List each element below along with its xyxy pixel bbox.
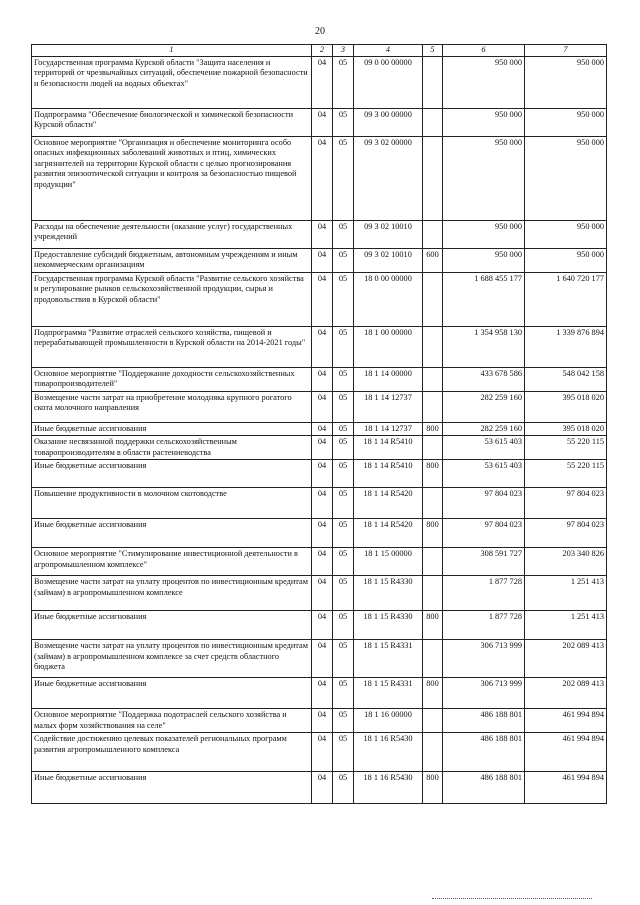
expense-type-cell [423,709,443,733]
section-cell: 04 [312,488,333,519]
header-col-6: 6 [443,45,525,57]
section-cell: 04 [312,56,333,108]
table-row [32,248,607,272]
expense-type-cell: 800 [423,772,443,804]
target-article-cell: 18 1 15 R4331 [354,640,423,678]
target-article-cell: 18 1 14 00000 [354,367,423,391]
expense-type-cell [423,436,443,460]
amount-year2-cell: 97 804 023 [525,488,607,519]
header-col-4: 4 [354,45,423,57]
page-number: 20 [315,26,325,37]
amount-year1-cell: 950 000 [443,108,525,136]
expense-type-cell [423,488,443,519]
subsection-cell: 05 [333,709,354,733]
header-col-7: 7 [525,45,607,57]
amount-year2-cell: 395 018 020 [525,391,607,422]
section-cell: 04 [312,709,333,733]
target-article-cell: 18 0 00 00000 [354,272,423,326]
subsection-cell: 05 [333,678,354,709]
row-name-cell: Иные бюджетные ассигнования [32,519,312,548]
target-article-cell: 18 1 14 12737 [354,391,423,422]
expense-type-cell: 800 [423,460,443,488]
row-name-cell: Возмещение части затрат на уплату процентов по инвестиционным кредитам (займам) в агропромышленном комплексе [32,576,312,611]
target-article-cell: 18 1 15 00000 [354,548,423,576]
table-row [32,108,607,136]
amount-year1-cell: 308 591 727 [443,548,525,576]
subsection-cell: 05 [333,367,354,391]
table-row [32,733,607,772]
table-row [32,56,607,108]
subsection-cell: 05 [333,136,354,220]
expense-type-cell [423,548,443,576]
row-name-cell: Содействие достижению целевых показателей региональных программ развития агропромышленного комплекса [32,733,312,772]
row-name-cell: Основное мероприятие "Поддержание доходности сельскохозяйственных товаропроизводителей" [32,367,312,391]
amount-year2-cell: 461 994 894 [525,772,607,804]
row-name-cell: Оказание несвязанной поддержки сельскохозяйственным товаропроизводителям в области растениеводства [32,436,312,460]
row-name-cell: Иные бюджетные ассигнования [32,422,312,436]
row-name-cell: Расходы на обеспечение деятельности (оказание услуг) государственных учреждений [32,220,312,248]
section-cell: 04 [312,548,333,576]
expense-type-cell [423,733,443,772]
section-cell: 04 [312,733,333,772]
expense-type-cell [423,640,443,678]
row-name-cell: Повышение продуктивности в молочном скотоводстве [32,488,312,519]
subsection-cell: 05 [333,548,354,576]
header-col-5: 5 [423,45,443,57]
amount-year2-cell: 395 018 020 [525,422,607,436]
target-article-cell: 09 3 02 10010 [354,248,423,272]
amount-year1-cell: 97 804 023 [443,488,525,519]
subsection-cell: 05 [333,272,354,326]
row-name-cell: Государственная программа Курской области "Защита населения и территорий от чрезвычайных ситуаций, обеспечение пожарной безопасности и безопасности людей на водных объектах" [32,56,312,108]
section-cell: 04 [312,108,333,136]
amount-year1-cell: 1 688 455 177 [443,272,525,326]
amount-year2-cell: 461 994 894 [525,709,607,733]
budget-table [31,44,607,804]
section-cell: 04 [312,220,333,248]
target-article-cell: 09 0 00 00000 [354,56,423,108]
row-name-cell: Иные бюджетные ассигнования [32,678,312,709]
subsection-cell: 05 [333,640,354,678]
table-row [32,391,607,422]
amount-year1-cell: 1 354 958 130 [443,326,525,367]
target-article-cell: 09 3 02 00000 [354,136,423,220]
section-cell: 04 [312,611,333,640]
row-name-cell: Возмещение части затрат на уплату процентов по инвестиционным кредитам (займам) в агропромышленном комплексе за счет средств областного бюджета [32,640,312,678]
expense-type-cell [423,367,443,391]
expense-type-cell [423,326,443,367]
subsection-cell: 05 [333,460,354,488]
amount-year1-cell: 97 804 023 [443,519,525,548]
table-row [32,326,607,367]
table-row [32,640,607,678]
amount-year1-cell: 282 259 160 [443,391,525,422]
expense-type-cell [423,108,443,136]
row-name-cell: Предоставление субсидий бюджетным, автономным учреждениям и иным некоммерческим организациям [32,248,312,272]
amount-year1-cell: 486 188 801 [443,733,525,772]
expense-type-cell [423,576,443,611]
target-article-cell: 18 1 14 R5410 [354,460,423,488]
amount-year2-cell: 202 089 413 [525,678,607,709]
table-row [32,488,607,519]
row-name-cell: Иные бюджетные ассигнования [32,611,312,640]
section-cell: 04 [312,436,333,460]
expense-type-cell [423,391,443,422]
amount-year2-cell: 97 804 023 [525,519,607,548]
row-name-cell: Основное мероприятие "Поддержка подотраслей сельского хозяйства и малых форм хозяйствования на селе" [32,709,312,733]
header-row [32,45,607,57]
subsection-cell: 05 [333,56,354,108]
amount-year1-cell: 950 000 [443,220,525,248]
table-row [32,576,607,611]
section-cell: 04 [312,678,333,709]
expense-type-cell: 800 [423,611,443,640]
row-name-cell: Основное мероприятие "Стимулирование инвестиционной деятельности в агропромышленном комплексе" [32,548,312,576]
amount-year2-cell: 202 089 413 [525,640,607,678]
amount-year1-cell: 950 000 [443,248,525,272]
target-article-cell: 18 1 15 R4330 [354,611,423,640]
amount-year2-cell: 203 340 826 [525,548,607,576]
amount-year1-cell: 1 877 728 [443,576,525,611]
amount-year1-cell: 950 000 [443,136,525,220]
target-article-cell: 18 1 00 00000 [354,326,423,367]
section-cell: 04 [312,460,333,488]
section-cell: 04 [312,248,333,272]
section-cell: 04 [312,519,333,548]
target-article-cell: 18 1 16 R5430 [354,772,423,804]
amount-year2-cell: 1 339 876 894 [525,326,607,367]
row-name-cell: Подпрограмма "Развитие отраслей сельского хозяйства, пищевой и перерабатывающей промышленности в Курской области на 2014-2021 годы" [32,326,312,367]
table-row [32,548,607,576]
amount-year1-cell: 306 713 999 [443,678,525,709]
table-row [32,772,607,804]
amount-year2-cell: 548 042 158 [525,367,607,391]
header-col-3: 3 [333,45,354,57]
amount-year2-cell: 1 640 720 177 [525,272,607,326]
amount-year1-cell: 433 678 586 [443,367,525,391]
target-article-cell: 09 3 00 00000 [354,108,423,136]
subsection-cell: 05 [333,519,354,548]
section-cell: 04 [312,136,333,220]
target-article-cell: 18 1 14 12737 [354,422,423,436]
table-row [32,436,607,460]
amount-year2-cell: 1 251 413 [525,576,607,611]
page-edge-mark [432,898,592,899]
target-article-cell: 09 3 02 10010 [354,220,423,248]
subsection-cell: 05 [333,488,354,519]
subsection-cell: 05 [333,576,354,611]
subsection-cell: 05 [333,248,354,272]
expense-type-cell: 800 [423,678,443,709]
section-cell: 04 [312,640,333,678]
section-cell: 04 [312,326,333,367]
row-name-cell: Иные бюджетные ассигнования [32,460,312,488]
amount-year2-cell: 461 994 894 [525,733,607,772]
amount-year1-cell: 282 259 160 [443,422,525,436]
table-row [32,460,607,488]
section-cell: 04 [312,367,333,391]
expense-type-cell [423,56,443,108]
expense-type-cell [423,220,443,248]
target-article-cell: 18 1 14 R5410 [354,436,423,460]
section-cell: 04 [312,576,333,611]
section-cell: 04 [312,422,333,436]
amount-year2-cell: 55 220 115 [525,460,607,488]
amount-year1-cell: 486 188 801 [443,772,525,804]
row-name-cell: Иные бюджетные ассигнования [32,772,312,804]
target-article-cell: 18 1 14 R5420 [354,519,423,548]
amount-year1-cell: 1 877 728 [443,611,525,640]
amount-year2-cell: 950 000 [525,248,607,272]
amount-year1-cell: 306 713 999 [443,640,525,678]
target-article-cell: 18 1 16 00000 [354,709,423,733]
table-row [32,709,607,733]
section-cell: 04 [312,272,333,326]
expense-type-cell: 800 [423,422,443,436]
table-row [32,422,607,436]
table-row [32,519,607,548]
amount-year1-cell: 486 188 801 [443,709,525,733]
table-row [32,220,607,248]
target-article-cell: 18 1 15 R4330 [354,576,423,611]
row-name-cell: Основное мероприятие "Организация и обеспечение мониторинга особо опасных инфекционных заболеваний животных и птиц, химических загрязнителей на территории Курской области с целью прогнозирования развития эпизоотической ситуации и контроля за безопасностью пищевой продукции" [32,136,312,220]
amount-year2-cell: 950 000 [525,108,607,136]
target-article-cell: 18 1 14 R5420 [354,488,423,519]
subsection-cell: 05 [333,422,354,436]
target-article-cell: 18 1 16 R5430 [354,733,423,772]
row-name-cell: Государственная программа Курской области "Развитие сельского хозяйства и регулирование рынков сельскохозяйственной продукции, сырья и продовольствия в Курской области" [32,272,312,326]
amount-year1-cell: 53 615 403 [443,460,525,488]
subsection-cell: 05 [333,436,354,460]
subsection-cell: 05 [333,733,354,772]
expense-type-cell: 800 [423,519,443,548]
amount-year1-cell: 950 000 [443,56,525,108]
header-col-2: 2 [312,45,333,57]
section-cell: 04 [312,391,333,422]
table-row [32,611,607,640]
header-col-1: 1 [32,45,312,57]
expense-type-cell [423,272,443,326]
subsection-cell: 05 [333,772,354,804]
subsection-cell: 05 [333,611,354,640]
table-row [32,136,607,220]
amount-year1-cell: 53 615 403 [443,436,525,460]
expense-type-cell [423,136,443,220]
amount-year2-cell: 55 220 115 [525,436,607,460]
target-article-cell: 18 1 15 R4331 [354,678,423,709]
table-row [32,272,607,326]
row-name-cell: Возмещение части затрат на приобретение молодняка крупного рогатого скота молочного направления [32,391,312,422]
amount-year2-cell: 950 000 [525,220,607,248]
section-cell: 04 [312,772,333,804]
table-row [32,678,607,709]
subsection-cell: 05 [333,391,354,422]
amount-year2-cell: 1 251 413 [525,611,607,640]
subsection-cell: 05 [333,108,354,136]
subsection-cell: 05 [333,326,354,367]
expense-type-cell: 600 [423,248,443,272]
subsection-cell: 05 [333,220,354,248]
amount-year2-cell: 950 000 [525,56,607,108]
amount-year2-cell: 950 000 [525,136,607,220]
row-name-cell: Подпрограмма "Обеспечение биологической и химической безопасности Курской области" [32,108,312,136]
table-row [32,367,607,391]
